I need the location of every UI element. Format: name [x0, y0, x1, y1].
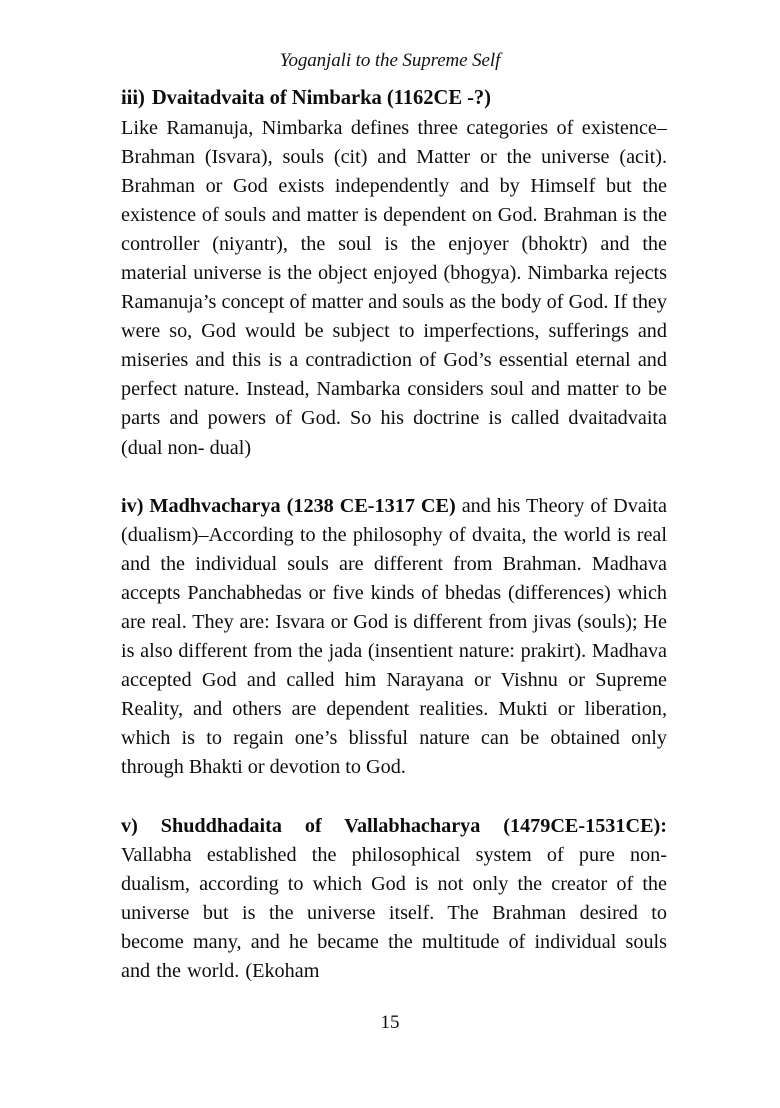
section-iii-heading-text: Dvaitadvaita of Nimbarka (1162CE -?): [151, 87, 491, 109]
page-number: 15: [380, 1012, 400, 1033]
paragraph-section-v: [121, 812, 667, 987]
section-v-body: Vallabha established the philosophical system of pure non-dualism, according to which God is not only the creator of the universe but is the universe itself. The Brahman desired to become many, and he became the multitude of individual souls and the world. (Ekoham: [121, 843, 667, 983]
section-v-heading: v) Shuddhadaita of Vallabhacharya (1479CE-1531CE):: [121, 814, 667, 837]
section-iv-heading: iv) Madhvacharya (1238 CE-1317 CE): [121, 494, 456, 517]
paragraph-section-iv: [121, 492, 667, 783]
paragraph-section-iii: [121, 84, 667, 463]
section-iii-heading: [121, 84, 667, 114]
text-column: [121, 84, 667, 986]
section-iii-marker: iii): [121, 87, 145, 109]
section-iv-body: and his Theory of Dvaita (dualism)–According to the philosophy of dvaita, the world is real and the individual souls are different from Brahman. Madhava accepts Panchabhedas or five kinds of bhedas (differences) which are real. They are: Isvara or God is different from jivas (souls); He is also different from the jada (insentient nature: prakirt). Madhava accepted God and called him Narayana or Vishnu or Supreme Reality, and others are dependent realities. Mukti or liberation, which is to regain one’s blissful nature can be obtained only through Bhakti or devotion to God.: [121, 494, 667, 779]
section-iii-body: Like Ramanuja, Nimbarka defines three categories of existence–Brahman (Isvara), souls (cit) and Matter or the universe (acit). Brahman or God exists independently and by Himself but the existence of souls and matter is dependent on God. Brahman is the controller (niyantr), the soul is the enjoyer (bhoktr) and the material universe is the object enjoyed (bhogya). Nimbarka rejects Ramanuja’s concept of matter and souls as the body of God. If they were so, God would be subject to imperfections, sufferings and miseries and this is a contradiction of God’s essential eternal and perfect nature. Instead, Nambarka considers soul and matter to be parts and powers of God. So his doctrine is called dvaitadvaita (dual non- dual): [121, 116, 667, 459]
running-head: Yoganjali to the Supreme Self: [279, 50, 501, 71]
